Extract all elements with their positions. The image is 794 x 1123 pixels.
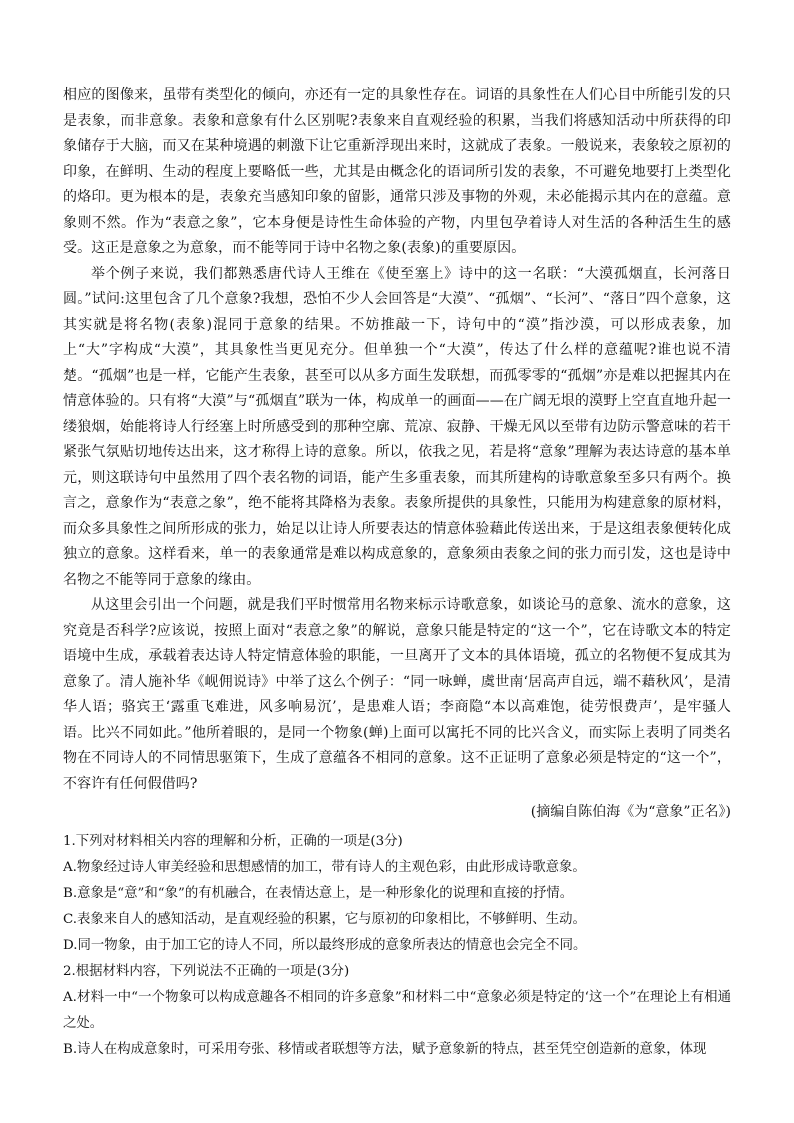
option-d: D.同一物象，由于加工它的诗人不同，所以最终形成的意象所表达的情意也会完全不同。 [63, 938, 587, 953]
passage-paragraph-3: 从这里会引出一个问题，就是我们平时惯常用名物来标示诗歌意象，如谈论马的意象、流水的意象，这究竟是否科学?应该说，按照上面对“表意之象”的解说，意象只能是特定的“这一个”，它在诗歌文本的特定语境中生成，承载着表达诗人特定情意体验的职能，一旦离开了文本的具体语境，孤立的名物便不复成其为意象了。清人施补华《岘佣说诗》中举了这么个例子：“同一咏蝉，虞世南‘居高声自远，端不藉秋风’，是清华人语；骆宾王‘露重飞难进，风多响易沉’，是患难人语；李商隐“本以高难饱，徒劳恨费声’，是牢骚人语。比兴不同如此。”他所着眼的，是同一个物象(蝉)上面可以寓托不同的比兴含义，而实际上表明了同类名物在不同诗人的不同情思驱策下，生成了意蕴各不相同的意象。这不正证明了意象必须是特定的“这一个”，不容许有任何假借吗? [63, 597, 731, 792]
option-a: A.材料一中“一个物象可以构成意趣各不相同的许多意象”和材料二中“意象必须是特定的‘这一个”在理论上有相通之处。 [63, 990, 731, 1031]
question-stem: 2.根据材料内容，下列说法不正确的一项是(3分) [63, 964, 350, 979]
question-1 [63, 829, 731, 959]
source-citation: (摘编自陈伯海《为“意象”正名》) [530, 804, 731, 820]
option-a: A.物象经过诗人审美经验和思想感情的加工，带有诗人的主观色彩，由此形成诗歌意象。 [63, 860, 586, 875]
option-b: B.意象是“意”和“象”的有机融合，在表情达意上，是一种形象化的说理和直接的抒情。 [63, 886, 574, 901]
document-page [63, 83, 731, 1063]
passage-paragraph-2: 举个例子来说，我们都熟悉唐代诗人王维在《使至塞上》诗中的这一名联：“大漠孤烟直，长河落日圆。”试问:这里包含了几个意象?我想，恐怕不少人会回答是“大漠”、“孤烟”、“长河”、“落日”四个意象，这其实就是将名物(表象)混同于意象的结果。不妨推敲一下，诗句中的“漠”指沙漠，可以形成表象，加上“大”字构成“大漠”，其具象性当更见充分。但单独一个“大漠”，传达了什么样的意蕴呢?谁也说不清楚。“孤烟”也是一样，它能产生表象，甚至可以从多方面生发联想，而孤零零的“孤烟”亦是难以把握其内在情意体验的。只有将“大漠”与“孤烟直”联为一体，构成单一的画面——在广阔无垠的漠野上空直直地升起一缕狼烟，始能将诗人行经塞上时所感受到的那种空廓、荒凉、寂静、干燥无风以至带有边防示警意味的若干紧张气氛贴切地传达出来，这才称得上诗的意象。所以，依我之见，若是将“意象”理解为表达诗意的基本单元，则这联诗句中虽然用了四个表名物的词语，能产生多重表象，而其所建构的诗歌意象至多只有两个。换言之，意象作为“表意之象”，绝不能将其降格为表象。表象所提供的具象性，只能用为构建意象的原材料，而众多具象性之间所形成的张力，始足以让诗人所要表达的情意体验藉此传送出来，于是这组表象便转化成独立的意象。这样看来，单一的表象通常是难以构成意象的，意象须由表象之间的张力而引发，这也是诗中名物之不能等同于意象的缘由。 [63, 265, 731, 588]
option-c: C.表象来自人的感知活动，是直观经验的积累，它与原初的印象相比，不够鲜明、生动。 [63, 912, 586, 927]
question-2 [63, 959, 731, 1063]
passage-paragraph-1: 相应的图像来，虽带有类型化的倾向，亦还有一定的具象性存在。词语的具象性在人们心目中所能引发的只是表象，而非意象。表象和意象有什么区别呢?表象来自直观经验的积累，当我们将感知活动中所获得的印象储存于大脑，而又在某种境遇的刺激下让它重新浮现出来时，这就成了表象。一般说来，表象较之原初的印象，在鲜明、生动的程度上要略低一些，尤其是由概念化的语词所引发的表象，不可避免地要打上类型化的烙印。更为根本的是，表象充当感知印象的留影，通常只涉及事物的外观，未必能揭示其内在的意蕴。意象则不然。作为“表意之象”，它本身便是诗性生命体验的产物，内里包孕着诗人对生活的各种活生生的感受。这正是意象之为意象，而不能等同于诗中名物之象(表象)的重要原因。 [63, 87, 731, 256]
question-stem: 1.下列对材料相关内容的理解和分析，正确的一项是(3分) [63, 834, 403, 849]
option-b: B.诗人在构成意象时，可采用夸张、移情或者联想等方法，赋予意象新的特点，甚至凭空创造新的意象，体现 [63, 1042, 707, 1057]
